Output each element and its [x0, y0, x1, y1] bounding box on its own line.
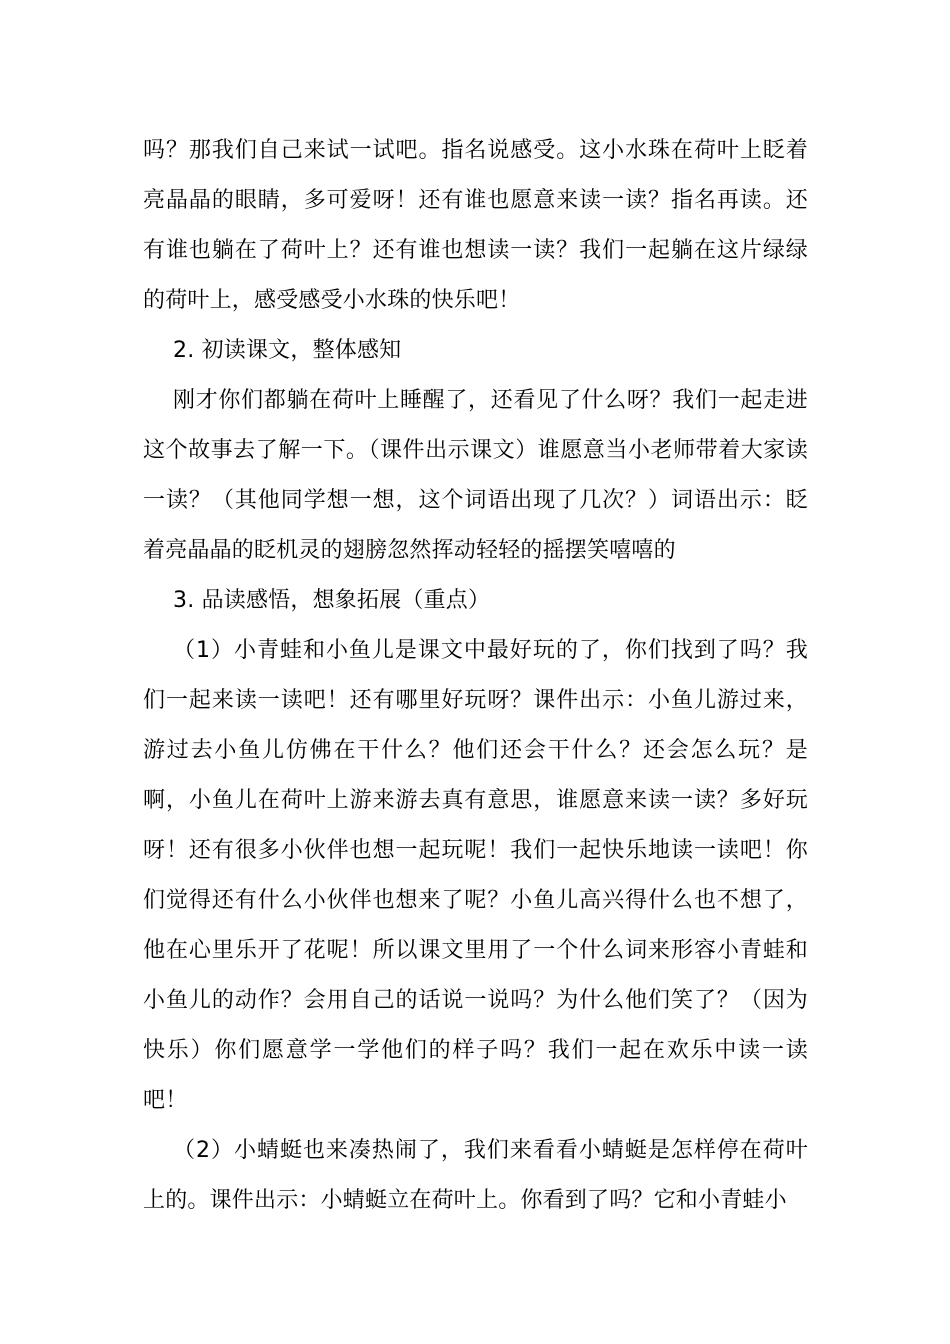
- section-heading-first-reading: 2. 初读课文，整体感知: [173, 338, 402, 363]
- paragraph-water-drop: 吗？那我们自己来试一试吧。指名说感受。这小水珠在荷叶上眨着亮晶晶的眼睛，多可爱呀！还有谁也愿意来读一读？指名再读。还有谁也躺在了荷叶上？还有谁也想读一读？我们一起躺在这片绿绿的荷叶上，感受感受小水珠的快乐吧！: [143, 138, 808, 313]
- paragraph-dragonfly: （2）小蜻蜓也来凑热闹了，我们来看看小蜻蜓是怎样停在荷叶上的。课件出示：小蜻蜓立在荷叶上。你看到了吗？它和小青蛙小: [143, 1138, 808, 1213]
- paragraph-first-reading: 刚才你们都躺在荷叶上睡醒了，还看见了什么呀？我们一起走进这个故事去了解一下。（课件出示课文）谁愿意当小老师带着大家读一读？（其他同学想一想，这个词语出现了几次？）词语出示：眨着亮晶晶的眨机灵的翅膀忽然挥动轻轻的摇摆笑嘻嘻的: [143, 388, 808, 563]
- paragraph-frog-and-fish: （1）小青蛙和小鱼儿是课文中最好玩的了，你们找到了吗？我们一起来读一读吧！还有哪里好玩呀？课件出示：小鱼儿游过来，游过去小鱼儿仿佛在干什么？他们还会干什么？还会怎么玩？是啊，小鱼儿在荷叶上游来游去真有意思，谁愿意来读一读？多好玩呀！还有很多小伙伴也想一起玩呢！我们一起快乐地读一读吧！你们觉得还有什么小伙伴也想来了呢？小鱼儿高兴得什么也不想了，他在心里乐开了花呢！所以课文里用了一个什么词来形容小青蛙和小鱼儿的动作？会用自己的话说一说吗？为什么他们笑了？（因为快乐）你们愿意学一学他们的样子吗？我们一起在欢乐中读一读吧！: [143, 638, 808, 1113]
- document-body: [143, 126, 808, 1226]
- section-heading-close-reading: 3. 品读感悟，想象拓展（重点）: [173, 588, 491, 613]
